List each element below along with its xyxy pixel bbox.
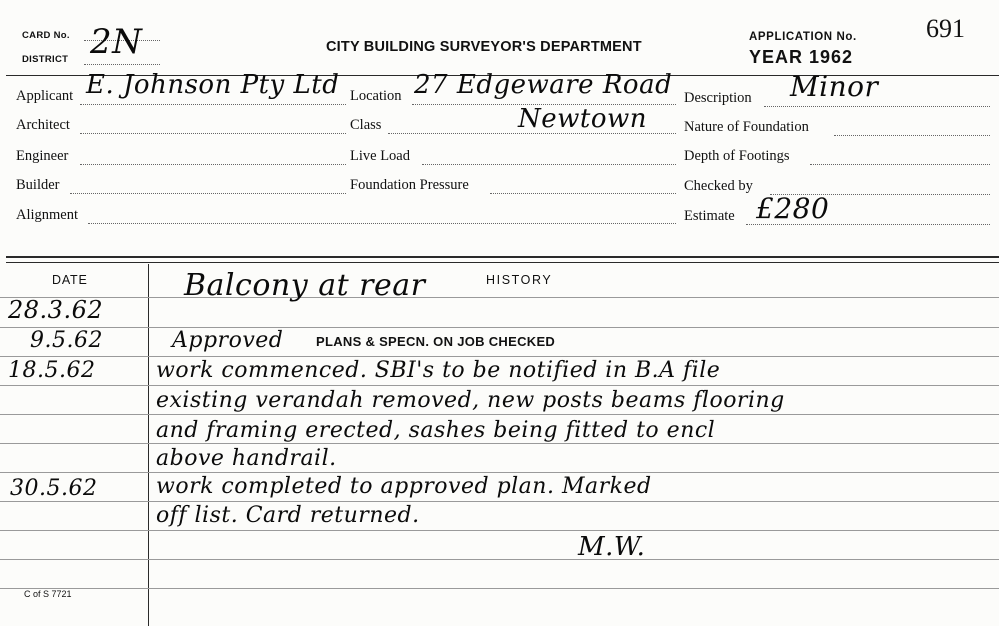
ruled-line [0, 530, 999, 531]
card-no-label: CARD No. [22, 30, 70, 41]
district-line [84, 64, 160, 65]
ruled-line [0, 414, 999, 415]
ruled-line [0, 501, 999, 502]
depth-of-footings-label: Depth of Footings [684, 148, 790, 164]
applicant-line [80, 104, 346, 105]
date-column-divider [148, 264, 149, 626]
form-code: C of S 7721 [24, 589, 72, 599]
department-title: CITY BUILDING SURVEYOR'S DEPARTMENT [326, 39, 642, 55]
description-value: Minor [790, 70, 879, 103]
class-label: Class [350, 117, 382, 133]
location-value-line2: Newtown [518, 104, 647, 134]
ruled-line [0, 327, 999, 328]
district-label: DISTRICT [22, 54, 69, 65]
location-value-line1: 27 Edgeware Road [414, 70, 673, 100]
history-date: 30.5.62 [10, 476, 98, 501]
foundation-pressure-label: Foundation Pressure [350, 177, 469, 193]
ruled-line [0, 385, 999, 386]
alignment-line [88, 223, 676, 224]
history-date: 9.5.62 [30, 328, 103, 353]
history-text-line: Approved [172, 328, 284, 353]
year-label: YEAR 1962 [749, 47, 854, 67]
description-label: Description [684, 90, 752, 106]
ruled-line [0, 588, 999, 589]
applicant-label: Applicant [16, 88, 74, 104]
section-rule-top [6, 256, 999, 258]
ruled-line [0, 472, 999, 473]
engineer-label: Engineer [16, 148, 69, 164]
section-rule-bottom [6, 262, 999, 263]
application-label: APPLICATION No. [749, 31, 857, 43]
history-text-line: existing verandah removed, new posts beams flooring [156, 388, 785, 413]
history-text-line: work commenced. SBI's to be notified in B.A file [156, 358, 721, 383]
date-column-header: DATE [52, 273, 88, 287]
ruled-line [0, 443, 999, 444]
history-text-line: work completed to approved plan. Marked [156, 474, 652, 499]
history-text-line: above handrail. [156, 446, 337, 471]
applicant-value: E. Johnson Pty Ltd [86, 70, 340, 100]
history-text-line: off list. Card returned. [156, 503, 420, 528]
location-label: Location [350, 88, 402, 104]
history-date: 18.5.62 [8, 358, 96, 383]
application-number: 691 [926, 14, 965, 43]
builder-line [70, 193, 346, 194]
architect-line [80, 133, 346, 134]
nature-of-foundation-line [834, 135, 990, 136]
alignment-label: Alignment [16, 207, 79, 223]
depth-of-footings-line [810, 164, 990, 165]
history-text-line: Balcony at rear [184, 268, 426, 303]
ruled-line [0, 356, 999, 357]
engineer-line [80, 164, 346, 165]
checked-by-label: Checked by [684, 178, 753, 194]
estimate-label: Estimate [684, 208, 735, 224]
history-text-line: and framing erected, sashes being fitted to encl [156, 418, 716, 443]
nature-of-foundation-label: Nature of Foundation [684, 119, 809, 135]
estimate-value: £280 [756, 192, 830, 225]
foundation-pressure-line [490, 193, 676, 194]
architect-label: Architect [16, 117, 70, 133]
builder-label: Builder [16, 177, 60, 193]
ruled-line [0, 297, 999, 298]
live-load-label: Live Load [350, 148, 410, 164]
signature: M.W. [578, 532, 646, 562]
live-load-line [422, 164, 676, 165]
approval-stamp: PLANS & SPECN. ON JOB CHECKED [316, 334, 556, 349]
history-column-header: HISTORY [486, 273, 553, 287]
district-value: 2N [90, 22, 143, 62]
ruled-line [0, 559, 999, 560]
description-line [764, 106, 990, 107]
history-date: 28.3.62 [8, 296, 104, 324]
